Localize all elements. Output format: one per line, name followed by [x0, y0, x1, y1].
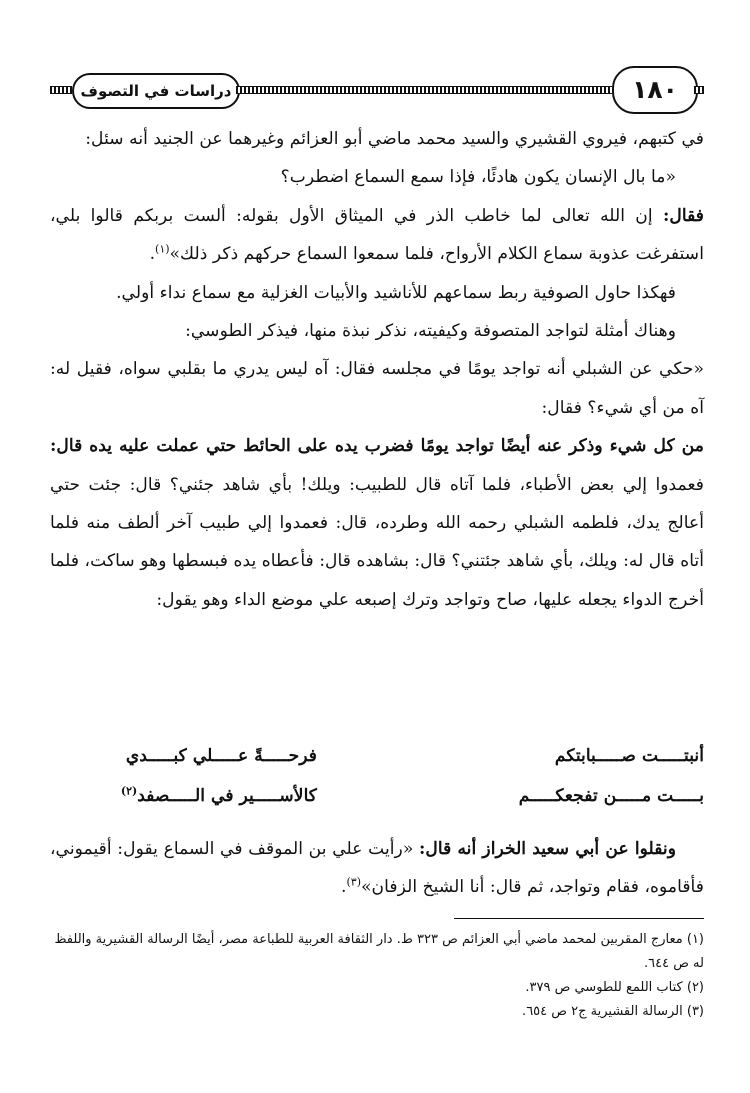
- closing-paragraph: [50, 830, 704, 907]
- header-ornament-left: [50, 86, 72, 94]
- footnote-2: (٢) كتاب اللمع للطوسي ص ٣٧٩.: [525, 980, 704, 995]
- header-ornament-middle: [236, 86, 612, 94]
- verse-2-second-text: كالأســـــير في الـــــصفد: [137, 786, 317, 806]
- footnote-separator: [454, 918, 704, 919]
- paragraph-3-text: إن الله تعالى لما خاطب الذر في الميثاق الأول بقوله: ألست بربكم قالوا بلي، استفرغت عذوبة سماع الكلام الأرواح، فلما سمعوا السماع حركهم ذكر ذلك»: [50, 205, 704, 265]
- footnote-1: (١) معارج المقربين لمحمد ماضي أبي العزائم ص ٣٢٣ ط. دار الثقافة العربية للطباعة مصر، أيضًا الرسالة القشيرية واللفظ له ص ٦٤٤.: [54, 932, 704, 971]
- page-number: ١٨٠: [612, 66, 698, 114]
- paragraph-3-lead: فقال:: [663, 205, 704, 226]
- paragraph-4: فهكذا حاول الصوفية ربط سماعهم للأناشيد والأبيات الغزلية مع سماع نداء أولي.: [116, 282, 676, 303]
- poem-verse-1: [50, 737, 704, 777]
- paragraph-5: وهناك أمثلة لتواجد المتصوفة وكيفيته، نذكر نبذة منها، فيذكر الطوسي:: [185, 321, 676, 342]
- header-ornament-right: [694, 86, 704, 94]
- footnote-ref-2: (٢): [120, 784, 138, 798]
- poem-verse-2: [50, 777, 704, 817]
- verse-2-first-hemistich: بـــــت مـــــن تفجعكـــــم: [518, 786, 704, 806]
- paragraph-2: «ما بال الإنسان يكون هادئًا، فإذا سمع السماع اضطرب؟: [280, 167, 676, 188]
- paragraph-8-lead: ونقلوا عن أبي سعيد الخراز أنه قال:: [419, 839, 676, 859]
- paragraph-8-end: .: [341, 877, 347, 898]
- paragraph-6: «حكي عن الشبلي أنه تواجد يومًا في مجلسه فقال: آه ليس يدري ما بقلبي سواه، فقيل له: آه من أي شيء؟ فقال:: [50, 359, 704, 418]
- paragraph-1: في كتبهم، فيروي القشيري والسيد محمد ماضي أبو العزائم وغيرهما عن الجنيد أنه سئل:: [85, 129, 704, 149]
- paragraph-7-text: فعمدوا إلي بعض الأطباء، فلما آتاه قال للطبيب: ويلك! بأي شاهد جئني؟ قال: جئت حتي أعالج يدك، فلطمه الشبلي رحمه الله وطرده، قال: فعمدوا إلي طبيب آخر ألطف منه فلما أتاه قال له: ويلك، بأي شاهد جئتني؟ قال: بشاهده قال: فأعطاه يده فبسطها وهو ساكت، فلما أخرج الدواء يجعله عليها، صاح وتواجد وترك إصبعه علي موضع الداء وهو يقول:: [50, 474, 704, 610]
- paragraph-3-end: .: [149, 244, 156, 265]
- main-text: [50, 120, 704, 619]
- footnote-ref-1: (١): [155, 242, 170, 256]
- paragraph-8: [50, 830, 704, 907]
- paragraph-3: [50, 197, 704, 274]
- page-header: [50, 66, 704, 112]
- verse-2-second-hemistich: [50, 777, 377, 817]
- footnote-ref-3: (٣): [346, 875, 362, 889]
- paragraph-7-lead: من كل شيء وذكر عنه أيضًا تواجد يومًا فضرب يده على الحائط حتي عملت عليه يده قال:: [50, 436, 704, 457]
- paragraph-8-text: «رأيت علي بن الموقف في السماع يقول: أقيموني، فأقاموه، فقام وتواجد، ثم قال: أنا الشيخ الزفان»: [50, 839, 704, 898]
- footnote-3: (٣) الرسالة القشيرية ج٢ ص ٦٥٤.: [522, 1004, 704, 1019]
- paragraph-7: [50, 427, 704, 619]
- book-title: دراسات في التصوف: [72, 73, 240, 109]
- verse-1-second-hemistich: فرحـــــةً عـــــلي كبـــــدي: [125, 746, 317, 766]
- footnotes: [40, 928, 704, 1024]
- poem: [50, 737, 704, 817]
- verse-1-first-hemistich: أنبتـــــت صـــــبابتكم: [554, 746, 704, 766]
